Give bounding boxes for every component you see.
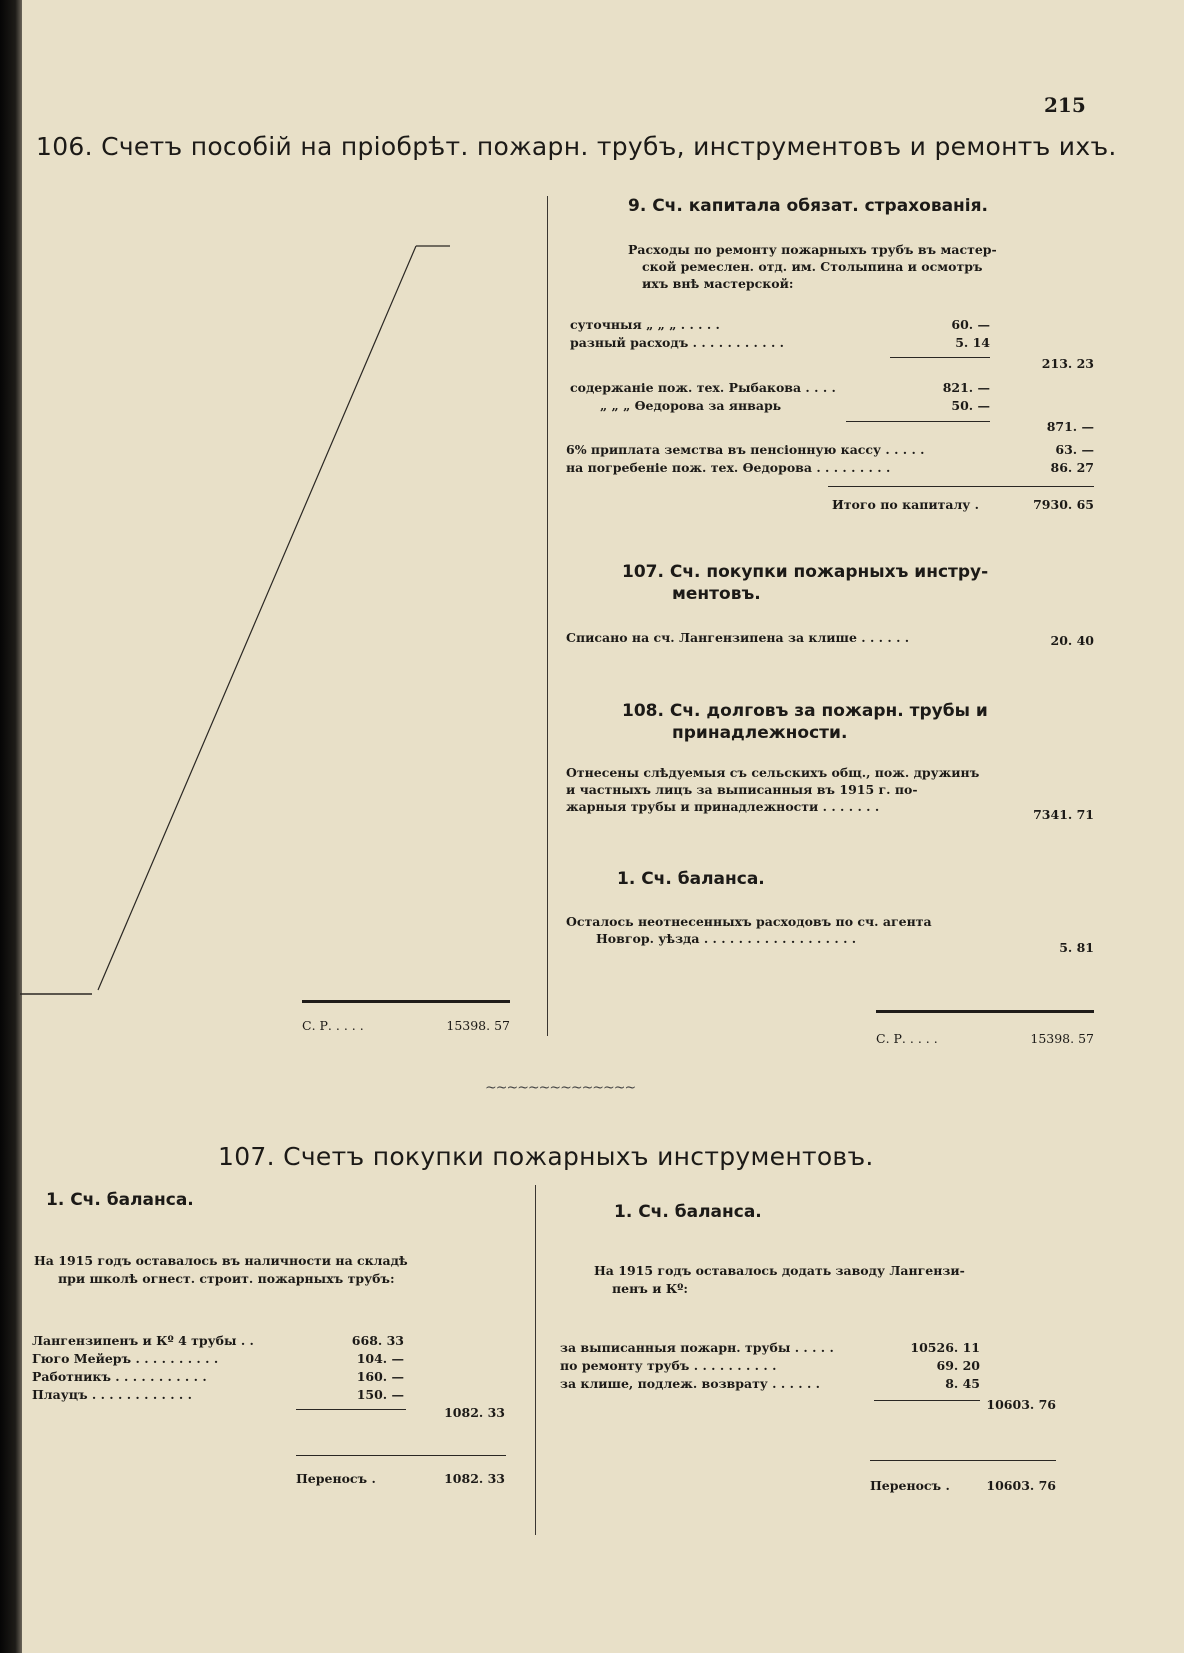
bal-left-subtotal: 1082. 33	[444, 1405, 505, 1420]
bal-right-row-value: 69. 20	[936, 1358, 980, 1373]
cap9-row-value: 821. —	[942, 380, 990, 395]
c108-value: 7341. 71	[1033, 807, 1094, 822]
column-divider	[535, 1185, 536, 1535]
cap9-subtotal2: 871. —	[1046, 419, 1094, 434]
bal-left-carry-label: Переносъ .	[296, 1471, 376, 1486]
bal-left-desc-line: На 1915 годъ оставалось въ наличности на складѣ	[34, 1253, 408, 1268]
bal-left-row-label: Гюго Мейеръ . . . . . . . . . .	[32, 1351, 219, 1366]
right-total-value: 15398. 57	[1030, 1031, 1094, 1046]
bal-right-row-label: по ремонту трубъ . . . . . . . . . .	[560, 1358, 777, 1373]
cap9-row-label: разный расходъ . . . . . . . . . . .	[570, 335, 785, 350]
cap9-desc-line: Расходы по ремонту пожарныхъ трубъ въ мастер-	[628, 242, 997, 257]
page-number: 215	[1044, 93, 1086, 117]
c107-heading-cont: ментовъ.	[672, 584, 761, 604]
column-divider	[547, 196, 548, 1036]
c108-desc-line: и частныхъ лицъ за выписанныя въ 1915 г. по-	[566, 782, 918, 797]
section-107-title: 107. Счетъ покупки пожарныхъ инструментовъ.	[218, 1142, 874, 1171]
bal-right-row-label: за клише, подлеж. возврату . . . . . .	[560, 1376, 821, 1391]
section-separator: ~~~~~~~~~~~~~~	[485, 1080, 636, 1096]
cap9-desc-line: ихъ внѣ мастерской:	[642, 276, 794, 291]
cap9-desc-line: ской ремеслен. отд. им. Столыпина и осмотръ	[642, 259, 983, 274]
bal-right-carry-label: Переносъ .	[870, 1478, 950, 1493]
bal-left-row-label: Плауцъ . . . . . . . . . . . .	[32, 1387, 192, 1402]
cap9-row-label: 6% приплата земства въ пенсіонную кассу . . . . .	[566, 442, 925, 457]
cap9-row-label: „ „ „ Ѳедорова за январь	[600, 398, 782, 413]
cap9-row-value: 63. —	[1055, 442, 1094, 457]
left-total-rule	[302, 1000, 510, 1003]
cap9-row-value: 50. —	[951, 398, 990, 413]
bal-right-row-value: 8. 45	[945, 1376, 980, 1391]
bal-right-desc-line: На 1915 годъ оставалось додать заводу Лангензи-	[594, 1263, 965, 1278]
rule	[846, 421, 990, 422]
rule	[828, 486, 1094, 487]
c1-heading: 1. Сч. баланса.	[617, 869, 765, 889]
cap9-row-label: суточныя „ „ „ . . . . .	[570, 317, 720, 332]
left-total-value: 15398. 57	[446, 1018, 510, 1033]
bal-left-row-label: Лангензипенъ и Кº 4 трубы . .	[32, 1333, 254, 1348]
cap9-heading: 9. Сч. капитала обязат. страхованія.	[628, 196, 988, 216]
cap9-total-label: Итого по капиталу .	[832, 497, 979, 512]
cap9-row-value: 60. —	[951, 317, 990, 332]
rule	[890, 357, 990, 358]
c108-heading: 108. Сч. долговъ за пожарн. трубы и	[622, 701, 988, 721]
bal-right-subtotal: 10603. 76	[986, 1397, 1056, 1412]
bal-left-row-value: 104. —	[356, 1351, 404, 1366]
rule	[296, 1455, 506, 1456]
bal-right-desc-line: пенъ и Кº:	[612, 1281, 689, 1296]
cap9-subtotal1: 213. 23	[1041, 356, 1094, 371]
cancel-diagonal-line	[20, 230, 450, 1010]
section-106-title: 106. Счетъ пособій на пріобрѣт. пожарн. трубъ, инструментовъ и ремонтъ ихъ.	[36, 132, 1117, 161]
c1-desc-line: Осталось неотнесенныхъ расходовъ по сч. агента	[566, 914, 932, 929]
bal-left-desc-line: при школѣ огнест. строит. пожарныхъ трубъ:	[58, 1271, 395, 1286]
bal-left-row-value: 150. —	[356, 1387, 404, 1402]
rule	[296, 1409, 406, 1410]
c1-value: 5. 81	[1059, 940, 1094, 955]
bal-right-row-value: 10526. 11	[910, 1340, 980, 1355]
bal-left-row-value: 160. —	[356, 1369, 404, 1384]
bal-left-heading: 1. Сч. баланса.	[46, 1190, 194, 1210]
c108-desc-line: жарныя трубы и принадлежности . . . . . . .	[566, 799, 880, 814]
right-total-rule	[876, 1010, 1094, 1013]
c107-heading: 107. Сч. покупки пожарныхъ инстру-	[622, 562, 989, 582]
left-total-label: С. Р. . . . .	[302, 1018, 364, 1033]
cap9-total-value: 7930. 65	[1033, 497, 1094, 512]
c108-desc-line: Отнесены слѣдуемыя съ сельскихъ общ., пож. дружинъ	[566, 765, 980, 780]
bal-right-heading: 1. Сч. баланса.	[614, 1202, 762, 1222]
bal-left-carry-value: 1082. 33	[444, 1471, 505, 1486]
bal-left-row-label: Работникъ . . . . . . . . . . .	[32, 1369, 207, 1384]
rule	[870, 1460, 1056, 1461]
cap9-row-value: 5. 14	[955, 335, 990, 350]
cap9-row-value: 86. 27	[1050, 460, 1094, 475]
c108-heading-cont: принадлежности.	[672, 723, 848, 743]
cap9-row-label: содержаніе пож. тех. Рыбакова . . . .	[570, 380, 836, 395]
bal-left-row-value: 668. 33	[351, 1333, 404, 1348]
rule	[874, 1400, 980, 1401]
c107-row-label: Списано на сч. Лангензипена за клише . . . . . .	[566, 630, 910, 645]
right-total-label: С. Р. . . . .	[876, 1031, 938, 1046]
cap9-row-label: на погребеніе пож. тех. Ѳедорова . . . . . . . . .	[566, 460, 891, 475]
book-spine-edge	[0, 0, 22, 1653]
c1-desc-line: Новгор. уѣзда . . . . . . . . . . . . . . . . . .	[596, 931, 857, 946]
bal-right-carry-value: 10603. 76	[986, 1478, 1056, 1493]
c107-row-value: 20. 40	[1050, 633, 1094, 648]
bal-right-row-label: за выписанныя пожарн. трубы . . . . .	[560, 1340, 834, 1355]
